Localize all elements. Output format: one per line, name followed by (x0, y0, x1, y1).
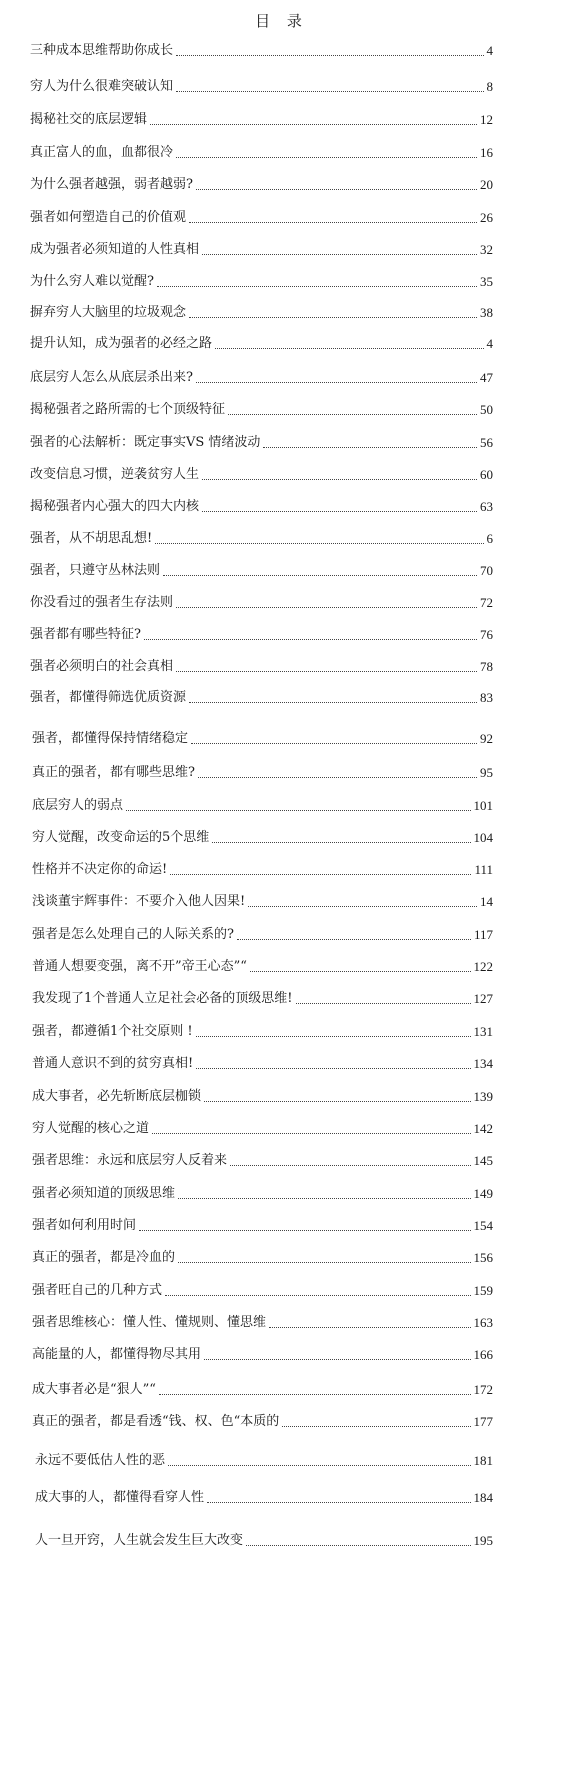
dot-leader (126, 810, 470, 811)
toc-entry[interactable] (32, 926, 493, 944)
toc-entry[interactable] (30, 626, 493, 644)
toc-entry-label: 穷人为什么很难突破认知 (30, 79, 174, 94)
toc-entry[interactable] (32, 730, 493, 748)
toc-entry-page-number: 149 (473, 1186, 493, 1201)
dot-leader (246, 1545, 470, 1546)
toc-entry-page-number: 95 (480, 765, 493, 780)
toc-entry-label: 真正的强者，都有哪些思维? (32, 765, 195, 780)
toc-entry-page-number: 122 (473, 959, 493, 974)
toc-entry-label: 成大事者必是“狠人”“ (32, 1382, 156, 1397)
toc-entry[interactable] (30, 658, 493, 676)
toc-entry[interactable] (32, 829, 493, 847)
dot-leader (163, 575, 477, 576)
toc-entry-label: 浅谈董宇辉事件：不要介入他人因果! (32, 894, 246, 909)
dot-leader (165, 1295, 470, 1296)
toc-entry[interactable] (32, 1055, 493, 1073)
toc-entry-page-number: 156 (473, 1250, 493, 1265)
toc-entry-page-number: 70 (480, 563, 493, 578)
toc-entry-label: 我发现了1个普通人立足社会必备的顶级思维! (32, 991, 293, 1006)
dot-leader (215, 348, 483, 349)
toc-entry[interactable] (32, 1249, 493, 1267)
dot-leader (196, 189, 477, 190)
toc-entry[interactable] (32, 1120, 493, 1138)
toc-entry[interactable] (30, 42, 493, 60)
toc-entry[interactable] (30, 209, 493, 227)
toc-entry-page-number: 76 (480, 627, 493, 642)
toc-entry[interactable] (30, 241, 493, 259)
toc-entry-page-number: 47 (480, 370, 493, 385)
toc-entry[interactable] (32, 990, 493, 1008)
toc-entry-page-number: 159 (473, 1283, 493, 1298)
toc-entry-page-number: 181 (473, 1453, 493, 1468)
toc-entry[interactable] (35, 1452, 493, 1470)
dot-leader (170, 874, 471, 875)
toc-entry[interactable] (32, 1346, 493, 1364)
toc-entry-label: 永远不要低估人性的恶 (35, 1453, 166, 1468)
toc-entry-label: 摒弃穷人大脑里的垃圾观念 (30, 305, 187, 320)
toc-entry-label: 真正富人的血，血都很冷 (30, 145, 174, 160)
toc-entry-page-number: 139 (473, 1089, 493, 1104)
toc-entry-page-number: 127 (473, 991, 493, 1006)
dot-leader (178, 1262, 470, 1263)
toc-entry-page-number: 4 (486, 43, 493, 58)
toc-entry-page-number: 104 (473, 830, 493, 845)
toc-entry-page-number: 8 (486, 79, 493, 94)
toc-entry[interactable] (35, 1489, 493, 1507)
toc-entry-label: 人一旦开窍，人生就会发生巨大改变 (35, 1533, 244, 1548)
toc-entry[interactable] (30, 304, 493, 322)
toc-entry-label: 强者，都懂得保持情绪稳定 (32, 731, 189, 746)
toc-entry[interactable] (30, 689, 493, 707)
dot-leader (230, 1165, 470, 1166)
toc-entry-page-number: 154 (473, 1218, 493, 1233)
dot-leader (212, 842, 470, 843)
dot-leader (248, 906, 477, 907)
toc-entry-page-number: 38 (480, 305, 493, 320)
toc-entry-label: 穷人觉醒，改变命运的5个思维 (32, 830, 210, 845)
toc-entry-label: 强者必须明白的社会真相 (30, 659, 174, 674)
toc-entry-label: 强者必须知道的顶级思维 (32, 1186, 176, 1201)
toc-entry-page-number: 26 (480, 210, 493, 225)
dot-leader (176, 607, 477, 608)
toc-entry-label: 普通人想要变强，离不开”帝王心态”“ (32, 959, 247, 974)
dot-leader (189, 317, 477, 318)
toc-entry[interactable] (30, 176, 493, 194)
dot-leader (196, 1068, 470, 1069)
toc-entry[interactable] (30, 78, 493, 96)
toc-entry-label: 揭秘社交的底层逻辑 (30, 112, 148, 127)
toc-entry-page-number: 184 (473, 1490, 493, 1505)
dot-leader (168, 1465, 470, 1466)
dot-leader (263, 447, 477, 448)
toc-title: 目 录 (255, 12, 308, 30)
toc-entry[interactable] (30, 594, 493, 612)
toc-entry[interactable] (30, 335, 493, 353)
dot-leader (204, 1359, 470, 1360)
toc-entry-label: 你没看过的强者生存法则 (30, 595, 174, 610)
toc-entry[interactable] (30, 466, 493, 484)
toc-entry-page-number: 166 (473, 1347, 493, 1362)
dot-leader (178, 1198, 470, 1199)
toc-entry-page-number: 35 (480, 274, 493, 289)
toc-entry[interactable] (35, 1532, 493, 1550)
toc-entry-label: 强者思维：永远和底层穷人反着来 (32, 1153, 228, 1168)
dot-leader (202, 254, 477, 255)
toc-entry-label: 成大事者，必先斩断底层枷锁 (32, 1089, 202, 1104)
toc-entry-page-number: 72 (480, 595, 493, 610)
toc-entry-label: 揭秘强者内心强大的四大内核 (30, 499, 200, 514)
toc-entry-label: 真正的强者，都是看透“钱、权、色“本质的 (32, 1414, 280, 1429)
dot-leader (139, 1230, 470, 1231)
toc-entry[interactable] (32, 861, 493, 879)
toc-entry-label: 普通人意识不到的贫穷真相! (32, 1056, 194, 1071)
dot-leader (228, 414, 477, 415)
toc-entry[interactable] (30, 562, 493, 580)
toc-entry[interactable] (30, 273, 493, 291)
toc-entry[interactable] (30, 498, 493, 516)
toc-entry[interactable] (32, 1088, 493, 1106)
dot-leader (196, 382, 477, 383)
toc-entry-page-number: 32 (480, 242, 493, 257)
toc-entry[interactable] (30, 401, 493, 419)
toc-entry-page-number: 60 (480, 467, 493, 482)
toc-entry[interactable] (30, 144, 493, 162)
toc-entry-page-number: 142 (473, 1121, 493, 1136)
toc-entry-label: 强者如何塑造自己的价值观 (30, 210, 187, 225)
dot-leader (157, 286, 477, 287)
dot-leader (176, 91, 483, 92)
toc-entry-page-number: 14 (480, 894, 493, 909)
dot-leader (189, 702, 477, 703)
toc-entry-page-number: 101 (473, 798, 493, 813)
dot-leader (144, 639, 477, 640)
toc-entry[interactable] (32, 1381, 493, 1399)
dot-leader (204, 1101, 470, 1102)
toc-entry[interactable] (32, 958, 493, 976)
dot-leader (250, 971, 471, 972)
dot-leader (237, 939, 471, 940)
toc-entry-page-number: 172 (473, 1382, 493, 1397)
toc-entry[interactable] (32, 764, 493, 782)
toc-entry-label: 强者，都遵循1个社交原则 ! (32, 1024, 193, 1039)
toc-entry-label: 成大事的人，都懂得看穿人性 (35, 1490, 205, 1505)
dot-leader (282, 1426, 470, 1427)
toc-entry-label: 穷人觉醒的核心之道 (32, 1121, 150, 1136)
toc-entry[interactable] (32, 797, 493, 815)
dot-leader (150, 124, 477, 125)
toc-entry-page-number: 134 (473, 1056, 493, 1071)
toc-entry[interactable] (30, 369, 493, 387)
toc-entry-page-number: 56 (480, 435, 493, 450)
dot-leader (176, 157, 477, 158)
toc-entry-page-number: 163 (473, 1315, 493, 1330)
toc-entry-page-number: 92 (480, 731, 493, 746)
toc-entry-label: 强者都有哪些特征? (30, 627, 141, 642)
toc-entry-label: 三种成本思维帮助你成长 (30, 43, 174, 58)
toc-entry-label: 强者是怎么处理自己的人际关系的? (32, 927, 234, 942)
toc-entry[interactable] (30, 111, 493, 129)
dot-leader (196, 1036, 471, 1037)
toc-entry-page-number: 6 (486, 531, 493, 546)
dot-leader (198, 777, 477, 778)
toc-entry-page-number: 145 (473, 1153, 493, 1168)
toc-entry-label: 性格并不决定你的命运! (32, 862, 168, 877)
dot-leader (155, 543, 483, 544)
toc-entry[interactable] (32, 1023, 493, 1041)
toc-entry-label: 强者，都懂得筛选优质资源 (30, 690, 187, 705)
toc-entry[interactable] (32, 1217, 493, 1235)
toc-entry-page-number: 12 (480, 112, 493, 127)
toc-entry-page-number: 83 (480, 690, 493, 705)
toc-entry-label: 揭秘强者之路所需的七个顶级特征 (30, 402, 226, 417)
dot-leader (269, 1327, 470, 1328)
toc-entry-label: 真正的强者，都是冷血的 (32, 1250, 176, 1265)
dot-leader (159, 1394, 471, 1395)
toc-entry[interactable] (32, 1282, 493, 1300)
toc-entry-label: 改变信息习惯，逆袭贫穷人生 (30, 467, 200, 482)
toc-entry-label: 强者思维核心：懂人性、懂规则、懂思维 (32, 1315, 267, 1330)
toc-entry-label: 强者，只遵守丛林法则 (30, 563, 161, 578)
toc-entry-page-number: 20 (480, 177, 493, 192)
toc-entry[interactable] (32, 1185, 493, 1203)
toc-entry-label: 强者旺自己的几种方式 (32, 1283, 163, 1298)
toc-entry-page-number: 177 (473, 1414, 493, 1429)
toc-entry-page-number: 111 (474, 862, 493, 877)
dot-leader (152, 1133, 470, 1134)
toc-entry[interactable] (32, 893, 493, 911)
toc-entry[interactable] (30, 530, 493, 548)
dot-leader (191, 743, 477, 744)
toc-entry-page-number: 117 (473, 927, 493, 942)
toc-entry-label: 强者的心法解析：既定事实VS 情绪波动 (30, 435, 261, 450)
toc-entry-page-number: 195 (473, 1533, 493, 1548)
toc-entry-label: 成为强者必须知道的人性真相 (30, 242, 200, 257)
dot-leader (176, 55, 483, 56)
toc-entry-page-number: 131 (473, 1024, 493, 1039)
dot-leader (202, 511, 477, 512)
toc-entry-label: 为什么强者越强，弱者越弱? (30, 177, 193, 192)
toc-entry-label: 强者如何利用时间 (32, 1218, 137, 1233)
toc-entry-page-number: 50 (480, 402, 493, 417)
toc-entry[interactable] (32, 1152, 493, 1170)
toc-entry-label: 为什么穷人难以觉醒? (30, 274, 154, 289)
toc-entry[interactable] (32, 1413, 493, 1431)
toc-entry-label: 高能量的人，都懂得物尽其用 (32, 1347, 202, 1362)
toc-entry-label: 提升认知，成为强者的必经之路 (30, 336, 213, 351)
toc-entry-label: 底层穷人的弱点 (32, 798, 124, 813)
dot-leader (202, 479, 477, 480)
dot-leader (207, 1502, 470, 1503)
toc-entry-page-number: 78 (480, 659, 493, 674)
toc-entry-page-number: 63 (480, 499, 493, 514)
toc-entry-label: 底层穷人怎么从底层杀出来? (30, 370, 193, 385)
dot-leader (296, 1003, 471, 1004)
dot-leader (176, 671, 477, 672)
toc-entry-page-number: 4 (486, 336, 493, 351)
toc-entry-label: 强者，从不胡思乱想! (30, 531, 153, 546)
toc-entry-page-number: 16 (480, 145, 493, 160)
toc-entry[interactable] (32, 1314, 493, 1332)
toc-entry[interactable] (30, 434, 493, 452)
dot-leader (189, 222, 477, 223)
